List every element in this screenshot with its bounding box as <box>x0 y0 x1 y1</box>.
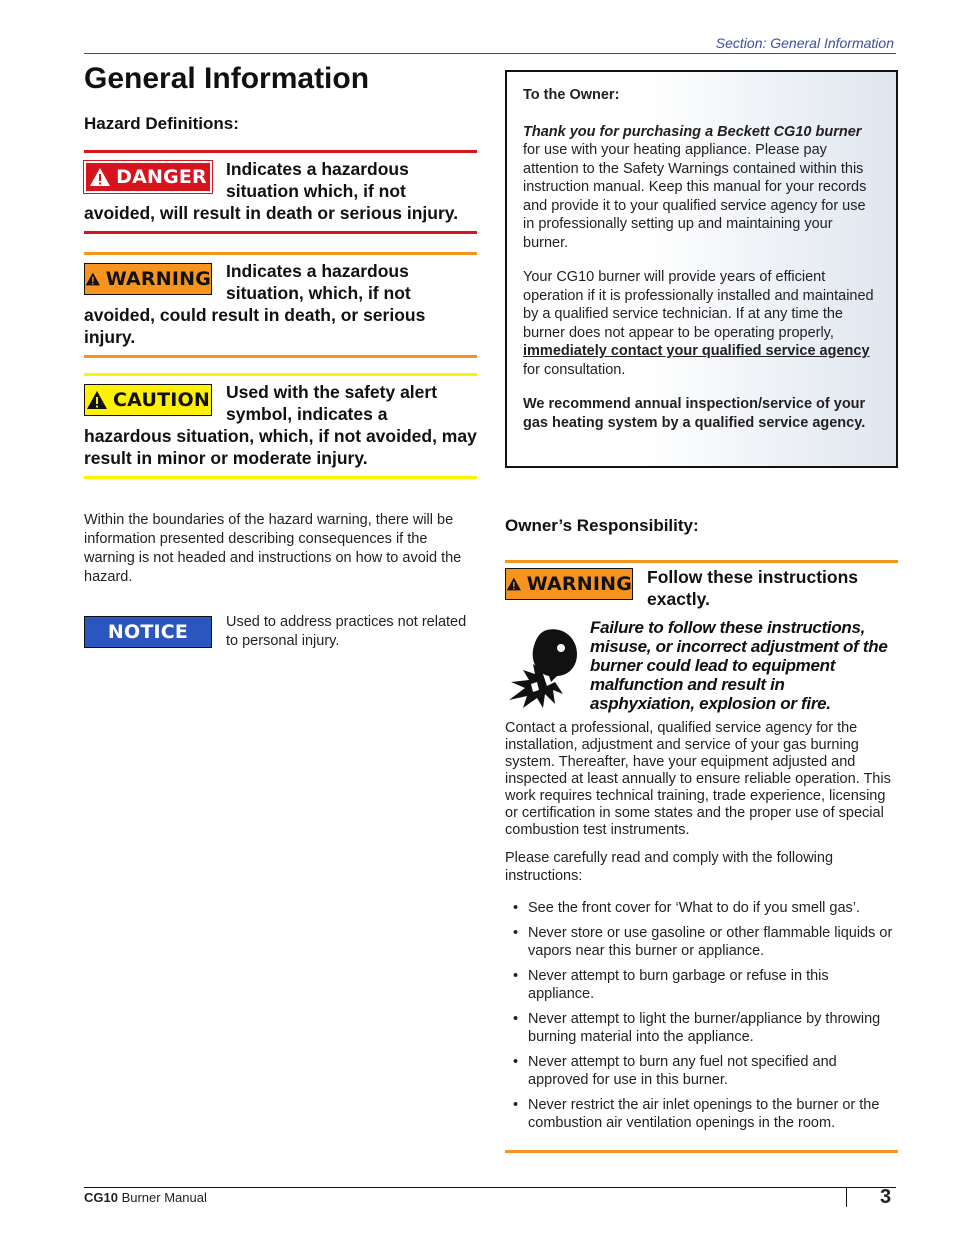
hazard-definitions-heading: Hazard Definitions: <box>84 114 239 133</box>
page-number: 3 <box>880 1186 892 1208</box>
owner-box-paragraph-3: We recommend annual inspection/service of your gas heating system by a qualified service agency. <box>523 396 866 431</box>
to-the-owner-box <box>505 70 898 468</box>
warning-badge <box>84 263 212 295</box>
owner-box-paragraph-2 <box>523 268 880 379</box>
owner-warning-bottom-bar <box>505 1150 898 1153</box>
list-item: • Never attempt to burn any fuel not specified and approved for use in this burner. <box>513 1053 898 1089</box>
list-item: • See the front cover for ‘What to do if you smell gas’. <box>513 899 898 917</box>
owner-box-p2-start: Your CG10 burner will provide years of efficient operation if it is professionally installed and maintained by a qualified service technician. If at any time the burner does not appear to be operating properly, <box>523 269 874 341</box>
caution-badge <box>84 384 212 416</box>
footer-model: CG10 <box>84 1190 118 1205</box>
owner-warning-title: Follow these instructions exactly. <box>647 567 858 609</box>
danger-definition <box>84 150 477 234</box>
notice-definition <box>84 616 477 654</box>
warning-bottom-bar <box>84 355 477 358</box>
contact-agency-link: immediately contact your qualified service agency <box>523 343 870 359</box>
list-item: • Never store or use gasoline or other flammable liquids or vapors near this burner or appliance. <box>513 924 898 960</box>
page-title: General Information <box>84 62 370 95</box>
header-rule <box>84 53 896 54</box>
alert-triangle-icon <box>506 574 522 594</box>
section-label: Section: General Information <box>715 35 894 51</box>
danger-badge <box>84 161 212 193</box>
owner-box-heading: To the Owner: <box>523 87 620 103</box>
read-instructions-paragraph: Please carefully read and comply with the following instructions: <box>505 850 834 884</box>
caution-definition <box>84 373 477 479</box>
list-item: • Never attempt to light the burner/appliance by throwing burning material into the appliance. <box>513 1010 898 1046</box>
caution-text: Used with the safety alert symbol, indicates a hazardous situation, which, if not avoided, may result in minor or moderate injury. <box>84 382 477 468</box>
owner-warning-badge <box>505 568 633 600</box>
owner-box-p2-end: for consultation. <box>523 361 626 378</box>
failure-warning-text: Failure to follow these instructions, misuse, or incorrect adjustment of the burner could lead to equipment malfunction and result in asphyxiation, explosion or fire. <box>590 618 888 713</box>
footer-manual-label: Burner Manual <box>117 1190 207 1205</box>
warning-top-bar <box>84 252 477 255</box>
instructions-list <box>513 899 898 1139</box>
contact-paragraph: Contact a professional, qualified service agency for the installation, adjustment and service of your gas burning system. Thereafter, have your equipment adjusted and inspected at least annually to ensure reliable operation. This work requires technical training, trade experience, licensing or certification in some states and the proper use of special combustion test instruments. <box>505 720 891 838</box>
owner-box-paragraph-1 <box>523 123 880 253</box>
owner-warning-top-bar <box>505 560 898 563</box>
explosion-hazard-icon <box>505 624 585 708</box>
footer-rule <box>84 1187 896 1188</box>
alert-triangle-icon <box>89 167 111 187</box>
danger-badge-label: DANGER <box>116 166 207 188</box>
owner-responsibility-heading: Owner’s Responsibility: <box>505 516 699 535</box>
caution-badge-label: CAUTION <box>113 389 210 411</box>
notice-badge-label: NOTICE <box>107 621 189 643</box>
footer-manual-title <box>84 1190 207 1205</box>
owner-box-p1-rest: for use with your heating appliance. Please pay attention to the Safety Warnings contained within this instruction manual. Keep this manual for your records and provide it to your qualified service agency for use in professionally setting up and maintaining your burner. <box>523 142 867 251</box>
warning-text: Indicates a hazardous situation, which, if not avoided, could result in death, or serious injury. <box>84 261 426 347</box>
boundaries-paragraph: Within the boundaries of the hazard warning, there will be information presented describing consequences if the warning is not headed and instructions on how to avoid the hazard. <box>84 512 462 585</box>
caution-bottom-bar <box>84 476 477 479</box>
warning-definition <box>84 252 477 358</box>
alert-triangle-icon <box>86 390 108 410</box>
owner-warning-badge-label: WARNING <box>526 573 632 595</box>
list-item: • Never restrict the air inlet openings to the burner or the combustion air ventilation openings in the room. <box>513 1096 898 1132</box>
warning-badge-label: WARNING <box>105 268 211 290</box>
notice-badge <box>84 616 212 648</box>
danger-bottom-bar <box>84 231 477 234</box>
owner-box-thanks: Thank you for purchasing a Beckett CG10 burner <box>523 123 862 140</box>
caution-top-bar <box>84 373 477 376</box>
danger-top-bar <box>84 150 477 153</box>
footer-divider <box>846 1187 847 1207</box>
list-item: • Never attempt to burn garbage or refuse in this appliance. <box>513 967 898 1003</box>
alert-triangle-icon <box>85 269 101 289</box>
notice-text: Used to address practices not related to personal injury. <box>226 614 467 649</box>
danger-text: Indicates a hazardous situation which, if not avoided, will result in death or serious injury. <box>84 159 459 223</box>
